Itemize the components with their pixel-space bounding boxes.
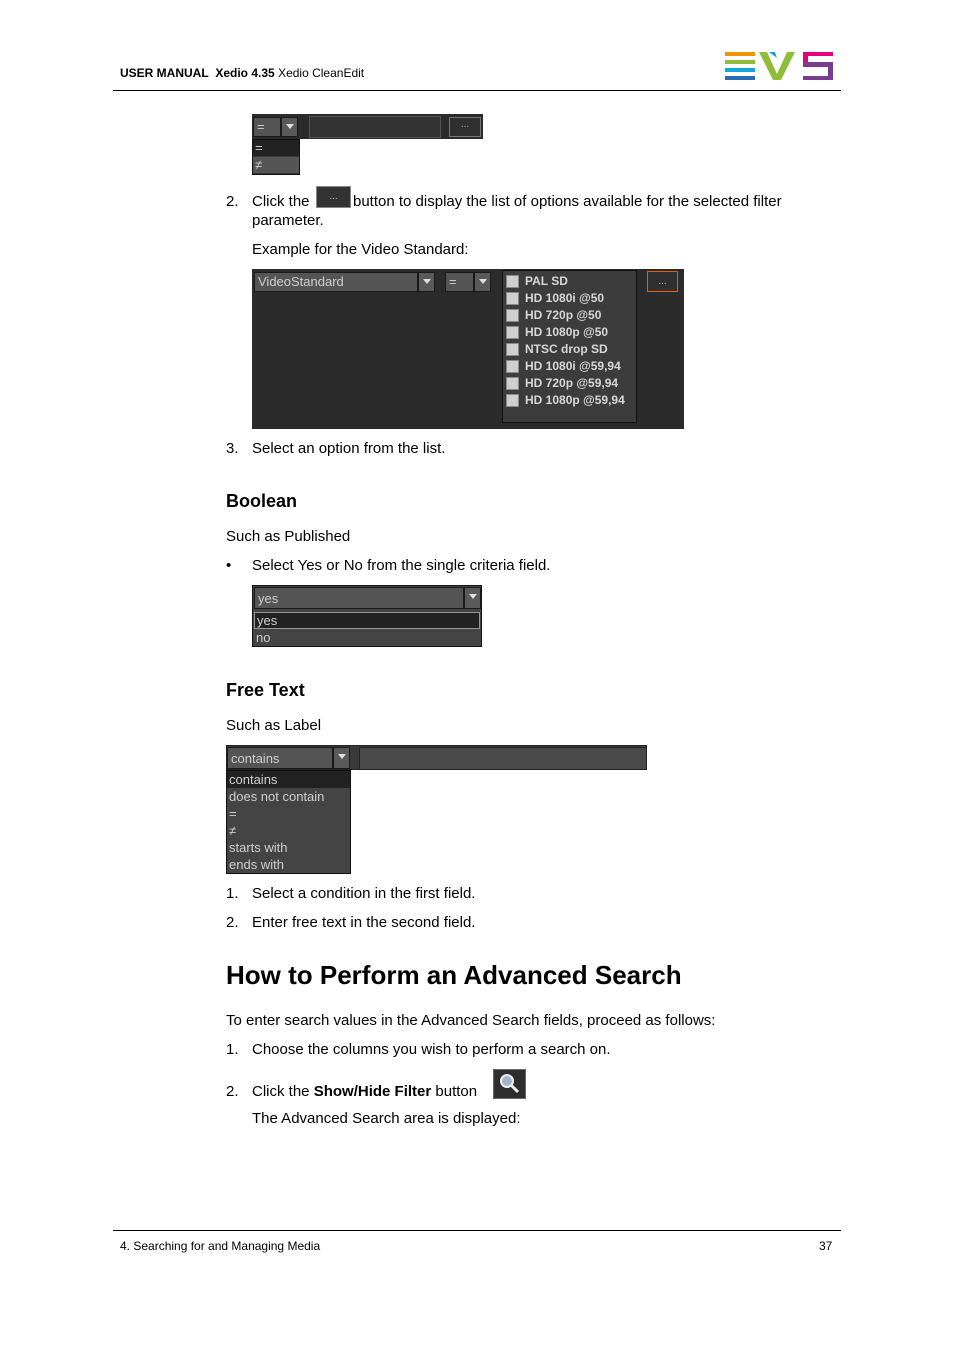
step-number: 2. bbox=[226, 193, 239, 210]
options-button[interactable]: ... bbox=[647, 271, 678, 292]
operator-option[interactable]: = bbox=[253, 140, 299, 156]
magnifier-icon bbox=[493, 1069, 526, 1099]
list-item[interactable]: HD 1080i @50 bbox=[525, 291, 605, 305]
condition-combo[interactable]: contains bbox=[227, 747, 333, 769]
operator-combo[interactable]: = bbox=[253, 117, 281, 137]
footer-chapter: 4. Searching for and Managing Media bbox=[120, 1239, 321, 1253]
checkbox[interactable] bbox=[506, 309, 519, 322]
chevron-down-icon[interactable] bbox=[333, 747, 350, 769]
header-product: Xedio 4.35 bbox=[215, 66, 275, 80]
page-number: 37 bbox=[819, 1239, 833, 1253]
list-item[interactable]: HD 720p @59,94 bbox=[525, 376, 619, 390]
condition-option[interactable]: = bbox=[229, 806, 237, 821]
ft-step2: Enter free text in the second field. bbox=[252, 914, 476, 931]
adv-step2-after: The Advanced Search area is displayed: bbox=[252, 1110, 521, 1127]
ft-step1: Select a condition in the first field. bbox=[252, 885, 476, 902]
list-item[interactable]: PAL SD bbox=[525, 274, 568, 288]
condition-dropdown-list bbox=[226, 770, 351, 874]
operator-option[interactable]: ≠ bbox=[253, 157, 299, 173]
step2-pre: Click the bbox=[252, 193, 310, 210]
chevron-down-icon[interactable] bbox=[474, 272, 491, 292]
evs-logo bbox=[725, 52, 835, 82]
list-item[interactable]: HD 720p @50 bbox=[525, 308, 602, 322]
video-standard-screenshot bbox=[252, 269, 684, 429]
field-combo[interactable]: VideoStandard bbox=[254, 272, 418, 292]
boolean-heading: Boolean bbox=[226, 491, 298, 511]
freetext-screenshot bbox=[226, 745, 647, 770]
operator-combo[interactable]: = bbox=[445, 272, 474, 292]
step-number: 1. bbox=[226, 885, 239, 902]
boolean-option[interactable]: no bbox=[256, 630, 271, 645]
step-number: 1. bbox=[226, 1041, 239, 1058]
step2-post: button to display the list of options available for the selected filter bbox=[353, 193, 782, 210]
condition-option[interactable]: ≠ bbox=[229, 823, 237, 838]
step2-post2: parameter. bbox=[252, 212, 324, 229]
adv-step2-post: button bbox=[435, 1083, 478, 1100]
condition-option[interactable]: does not contain bbox=[229, 789, 325, 804]
inline-options-button: ... bbox=[316, 186, 351, 208]
free-text-field[interactable] bbox=[359, 747, 647, 770]
footer-rule bbox=[113, 1230, 841, 1231]
adv-step2-pre: Click the bbox=[252, 1083, 310, 1100]
condition-option[interactable]: starts with bbox=[229, 840, 288, 855]
chevron-down-icon[interactable] bbox=[418, 272, 435, 292]
step-number: 3. bbox=[226, 440, 239, 457]
freetext-such: Such as Label bbox=[226, 717, 322, 734]
video-standard-list bbox=[502, 270, 637, 423]
adv-step2-bold: Show/Hide Filter bbox=[313, 1083, 432, 1100]
checkbox[interactable] bbox=[506, 326, 519, 339]
list-item[interactable]: HD 1080p @59,94 bbox=[525, 393, 625, 407]
step-number: 2. bbox=[226, 914, 239, 931]
checkbox[interactable] bbox=[506, 292, 519, 305]
operator-dropdown-list bbox=[252, 139, 300, 175]
example-label: Example for the Video Standard: bbox=[252, 241, 469, 258]
chevron-down-icon[interactable] bbox=[464, 587, 481, 609]
list-item[interactable]: HD 1080i @59,94 bbox=[525, 359, 621, 373]
value-field[interactable] bbox=[309, 116, 441, 138]
boolean-option[interactable]: yes bbox=[254, 612, 480, 629]
header-rule bbox=[113, 90, 841, 91]
step3-text: Select an option from the list. bbox=[252, 440, 446, 457]
checkbox[interactable] bbox=[506, 275, 519, 288]
checkbox[interactable] bbox=[506, 377, 519, 390]
advanced-search-heading: How to Perform an Advanced Search bbox=[226, 960, 682, 990]
running-header bbox=[120, 66, 364, 80]
filter-row-screenshot bbox=[252, 114, 483, 139]
condition-option[interactable]: contains bbox=[227, 771, 350, 788]
list-item[interactable]: HD 1080p @50 bbox=[525, 325, 609, 339]
boolean-text: Select Yes or No from the single criteria field. bbox=[252, 557, 551, 574]
boolean-such: Such as Published bbox=[226, 528, 351, 545]
freetext-heading: Free Text bbox=[226, 680, 305, 700]
boolean-screenshot bbox=[252, 585, 482, 647]
chevron-down-icon[interactable] bbox=[281, 117, 298, 137]
condition-option[interactable]: ends with bbox=[229, 857, 284, 872]
advanced-intro: To enter search values in the Advanced Search fields, proceed as follows: bbox=[226, 1012, 716, 1029]
adv-step2 bbox=[252, 1082, 477, 1101]
list-item[interactable]: NTSC drop SD bbox=[525, 342, 608, 356]
checkbox[interactable] bbox=[506, 360, 519, 373]
adv-step1: Choose the columns you wish to perform a search on. bbox=[252, 1041, 611, 1058]
checkbox[interactable] bbox=[506, 394, 519, 407]
step-number: 2. bbox=[226, 1083, 239, 1100]
header-manual: USER MANUAL bbox=[120, 66, 209, 80]
options-button[interactable]: ... bbox=[449, 117, 481, 137]
boolean-combo[interactable]: yes bbox=[254, 587, 464, 609]
header-module: Xedio CleanEdit bbox=[278, 66, 365, 80]
checkbox[interactable] bbox=[506, 343, 519, 356]
bullet: • bbox=[226, 557, 232, 574]
